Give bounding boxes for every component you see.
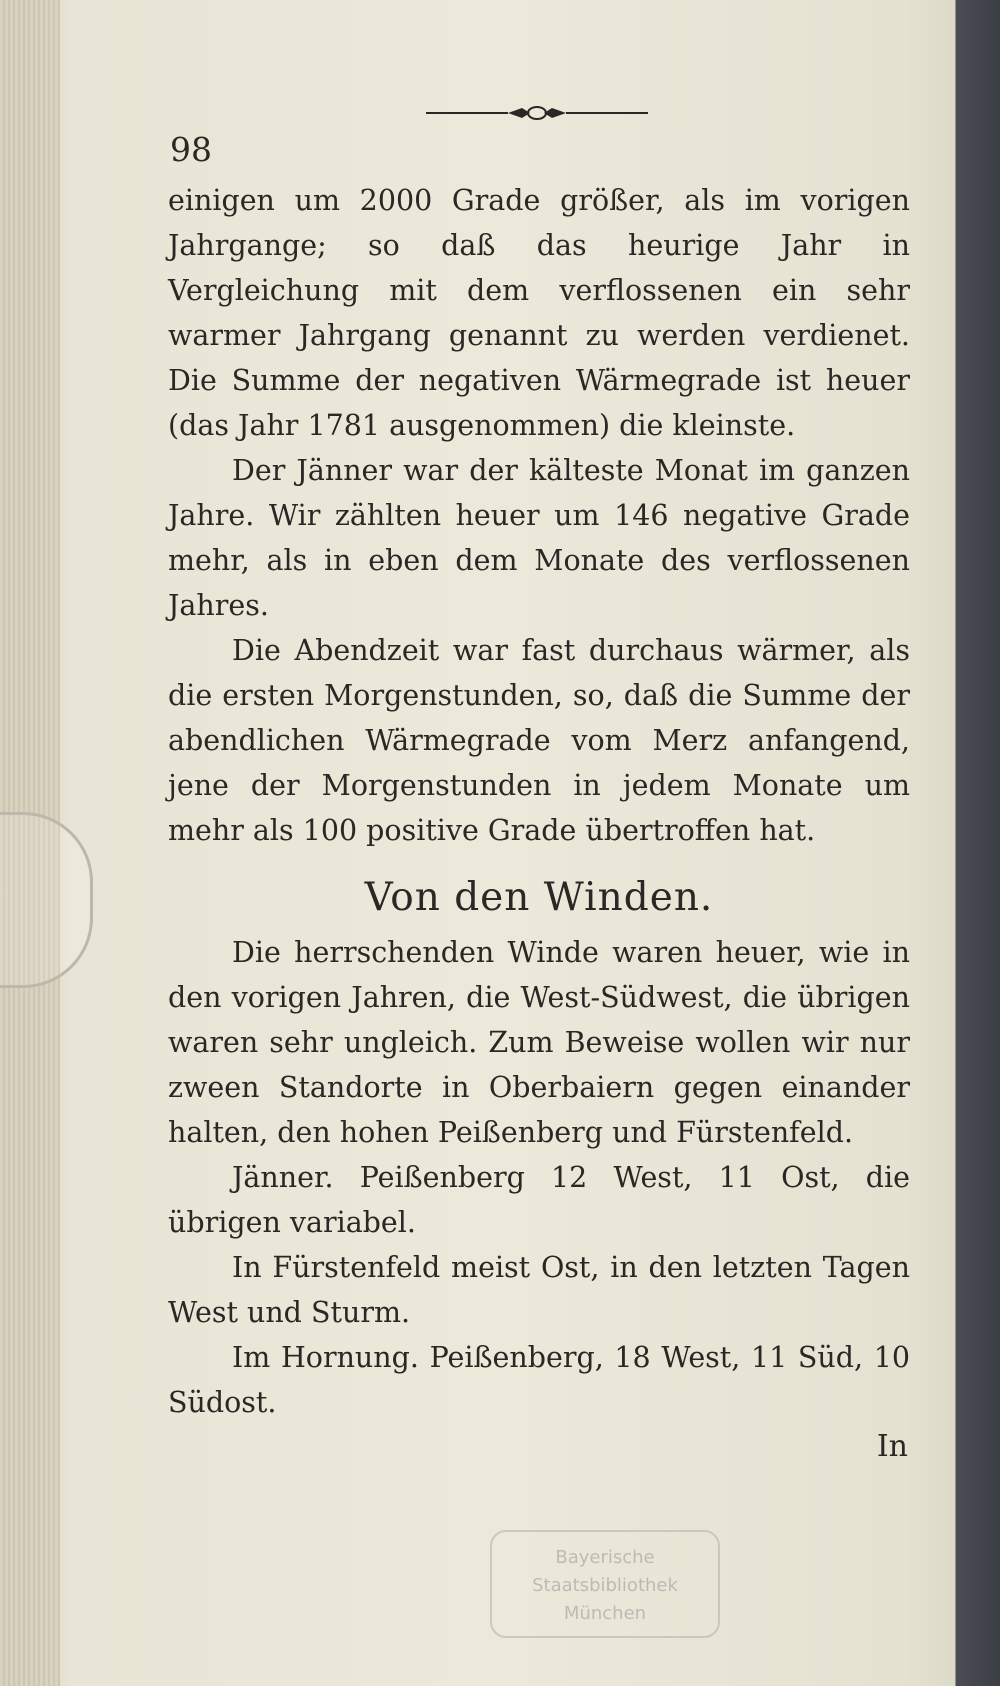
library-stamp — [490, 1530, 720, 1638]
catchword: In — [876, 1429, 908, 1464]
stamp-line-3: München — [563, 1603, 647, 1624]
page-number: 98 — [170, 130, 212, 169]
section-paragraph-3: In Fürstenfeld meist Ost, in den letzten Tagen West und Sturm. — [168, 1251, 910, 1329]
section-paragraph-1: Die herrschenden Winde waren heuer, wie in den vorigen Jahren, die West-Südwest, die übrigen waren sehr ungleich. Zum Beweise wollen wir nur zween Standorte in Oberbaiern gegen einander halten, den hohen Peißenberg und Fürstenfeld. — [168, 936, 910, 1149]
paragraph-3: Die Abendzeit war fast durchaus wärmer, als die ersten Morgenstunden, so, daß die Summe der abendlichen Wärmegrade vom Merz anfangend, jene der Morgenstunden in jedem Monate um mehr als 100 positive Grade übertroffen hat. — [168, 634, 910, 847]
section-heading: Von den Winden. — [364, 875, 714, 920]
paper-clip — [0, 812, 93, 988]
page-text-block — [168, 118, 910, 1464]
paragraph-2: Der Jänner war der kälteste Monat im ganzen Jahre. Wir zählten heuer um 146 negative Grade mehr, als in eben dem Monate des verflossenen Jahres. — [168, 454, 910, 622]
stamp-line-2: Staatsbibliothek — [532, 1575, 678, 1596]
section-paragraph-2: Jänner. Peißenberg 12 West, 11 Ost, die übrigen variabel. — [168, 1161, 910, 1239]
section-paragraph-4: Im Hornung. Peißenberg, 18 West, 11 Süd, 10 Südost. — [168, 1341, 910, 1419]
stamp-line-1: Bayerische — [555, 1547, 655, 1568]
paragraph-1: einigen um 2000 Grade größer, als im vorigen Jahrgange; so daß das heurige Jahr in Vergleichung mit dem verflossenen ein sehr warmer Jahrgang genannt zu werden verdienet. Die Summe der negativen Wärmegrade ist heuer (das Jahr 1781 ausgenommen) die kleinste. — [168, 184, 910, 442]
